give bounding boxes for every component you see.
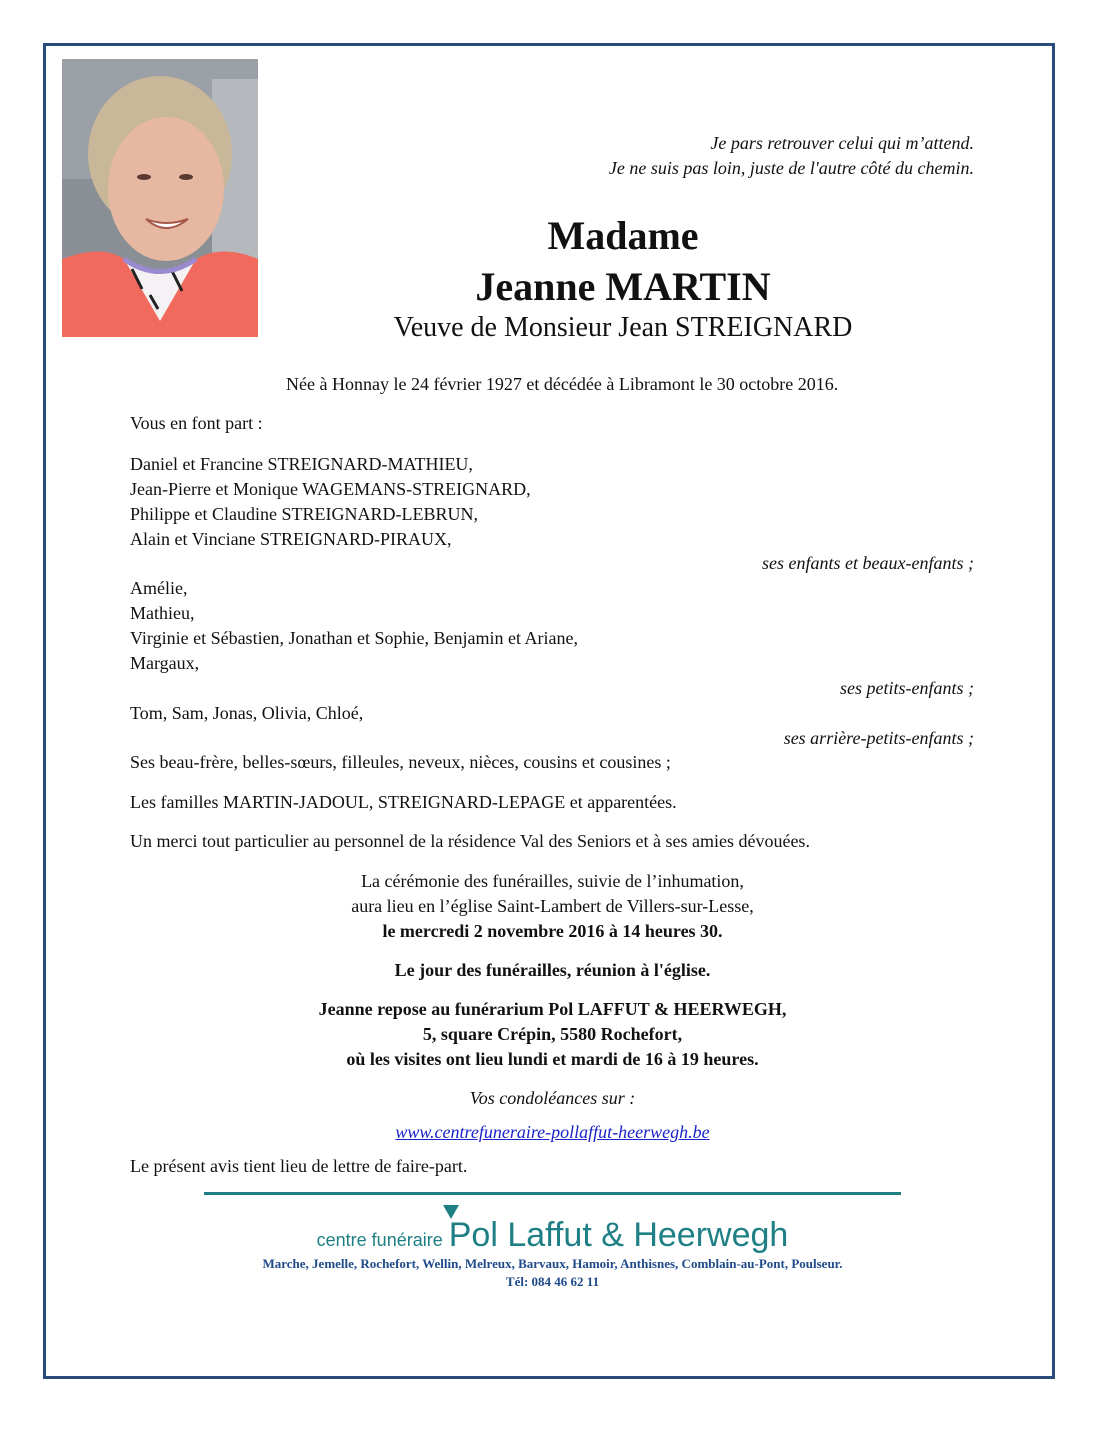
- funeral-home-logo: [204, 1216, 901, 1255]
- meeting-line: Le jour des funérailles, réunion à l'église.: [394, 960, 711, 980]
- quote-line-2: Je ne suis pas loin, juste de l'autre côté du chemin.: [608, 158, 974, 178]
- child-line: Philippe et Claudine STREIGNARD-LEBRUN,: [130, 504, 478, 524]
- intro-text: Vous en font part :: [130, 413, 263, 433]
- child-line: Alain et Vinciane STREIGNARD-PIRAUX,: [130, 529, 452, 549]
- quote-line-1: Je pars retrouver celui qui m’attend.: [710, 133, 974, 153]
- ceremony-date: le mercredi 2 novembre 2016 à 14 heures 30.: [382, 921, 723, 941]
- great-grandchildren-label: ses arrière-petits-enfants ;: [783, 728, 974, 748]
- grandchildren-label: ses petits-enfants ;: [840, 678, 974, 698]
- notice-line: Le présent avis tient lieu de lettre de faire-part.: [130, 1156, 468, 1176]
- funerarium-line-2: 5, square Crépin, 5580 Rochefort,: [422, 1024, 683, 1044]
- honorific-heading: Madame: [547, 213, 699, 258]
- funerarium-line-1: Jeanne repose au funérarium Pol LAFFUT & HEERWEGH,: [318, 999, 787, 1019]
- widow-of-subtitle: Veuve de Monsieur Jean STREIGNARD: [393, 312, 853, 343]
- condolences-label: Vos condoléances sur :: [469, 1088, 636, 1108]
- logo-brand-text: Pol Laffut & Heerwegh: [448, 1216, 789, 1254]
- grandchild-line: Mathieu,: [130, 603, 195, 623]
- footer-divider: [204, 1192, 901, 1195]
- grandchild-line: Virginie et Sébastien, Jonathan et Sophie, Benjamin et Ariane,: [130, 628, 578, 648]
- birth-death-line: Née à Honnay le 24 février 1927 et décédée à Libramont le 30 octobre 2016.: [286, 374, 839, 394]
- great-grandchildren-line: Tom, Sam, Jonas, Olivia, Chloé,: [130, 703, 364, 723]
- relatives-line: Ses beau-frère, belles-sœurs, filleules, neveux, nièces, cousins et cousines ;: [130, 752, 671, 772]
- child-line: Jean-Pierre et Monique WAGEMANS-STREIGNARD,: [130, 479, 531, 499]
- footer-phone: Tél: 084 46 62 11: [505, 1274, 600, 1289]
- portrait-photo: [62, 59, 258, 337]
- ceremony-line-1: La cérémonie des funérailles, suivie de l’inhumation,: [361, 871, 744, 891]
- ceremony-line-2: aura lieu en l’église Saint-Lambert de Villers-sur-Lesse,: [351, 896, 754, 916]
- condolences-link[interactable]: www.centrefuneraire-pollaffut-heerwegh.be: [395, 1122, 710, 1142]
- child-line: Daniel et Francine STREIGNARD-MATHIEU,: [130, 454, 473, 474]
- deceased-name-heading: Jeanne MARTIN: [475, 264, 771, 309]
- thanks-line: Un merci tout particulier au personnel de la résidence Val des Seniors et à ses amies dévouées.: [130, 831, 810, 851]
- children-label: ses enfants et beaux-enfants ;: [762, 553, 974, 573]
- footer-towns: Marche, Jemelle, Rochefort, Wellin, Melreux, Barvaux, Hamoir, Anthisnes, Comblain-au-Pont, Poulseur.: [262, 1256, 843, 1271]
- grandchild-line: Amélie,: [130, 578, 188, 598]
- families-line: Les familles MARTIN-JADOUL, STREIGNARD-LEPAGE et apparentées.: [130, 792, 677, 812]
- funerarium-line-3: où les visites ont lieu lundi et mardi de 16 à 19 heures.: [346, 1049, 759, 1069]
- condolences-link-wrap: [130, 1120, 975, 1144]
- logo-small-text: centre funéraire: [316, 1230, 443, 1250]
- grandchild-line: Margaux,: [130, 653, 200, 673]
